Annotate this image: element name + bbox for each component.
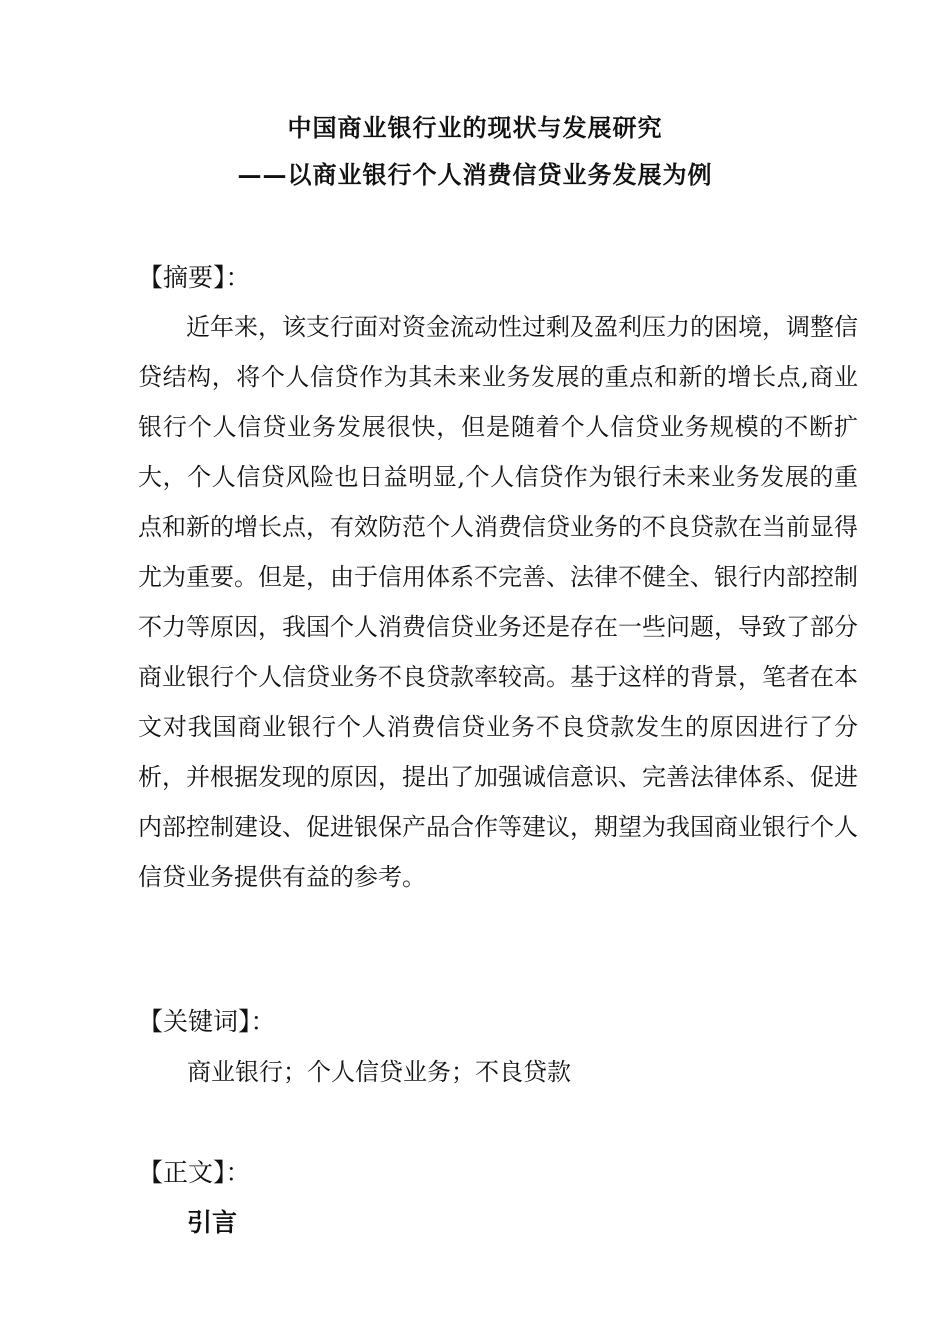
document-title: 中国商业银行业的现状与发展研究 [287, 113, 663, 142]
abstract-label: 【摘要】： [138, 263, 251, 292]
abstract-text: 近年来，该支行面对资金流动性过剩及盈利压力的困境，调整信贷结构，将个人信贷作为其未来业务发展的重点和新的增长点,商业银行个人信贷业务发展很快，但是随着个人信贷业务规模的不断扩大，个人信贷风险也日益明显,个人信贷作为银行未来业务发展的重点和新的增长点，有效防范个人消费信贷业务的不良贷款在当前显得尤为重要。但是，由于信用体系不完善、法律不健全、银行内部控制不力等原因，我国个人消费信贷业务还是存在一些问题，导致了部分商业银行个人信贷业务不良贷款率较高。基于这样的背景，笔者在本文对我国商业银行个人消费信贷业务不良贷款发生的原因进行了分析，并根据发现的原因，提出了加强诚信意识、完善法律体系、促进内部控制建设、促进银保产品合作等建议，期望为我国商业银行个人信贷业务提供有益的参考。 [138, 313, 858, 891]
keywords-text: 商业银行；个人信贷业务；不良贷款 [187, 1058, 571, 1086]
keywords-label: 【关键词】： [138, 1007, 276, 1036]
document-subtitle: ——以商业银行个人消费信贷业务发展为例 [237, 160, 713, 189]
intro-heading: 引言 [187, 1208, 238, 1237]
body-label: 【正文】： [138, 1158, 251, 1187]
